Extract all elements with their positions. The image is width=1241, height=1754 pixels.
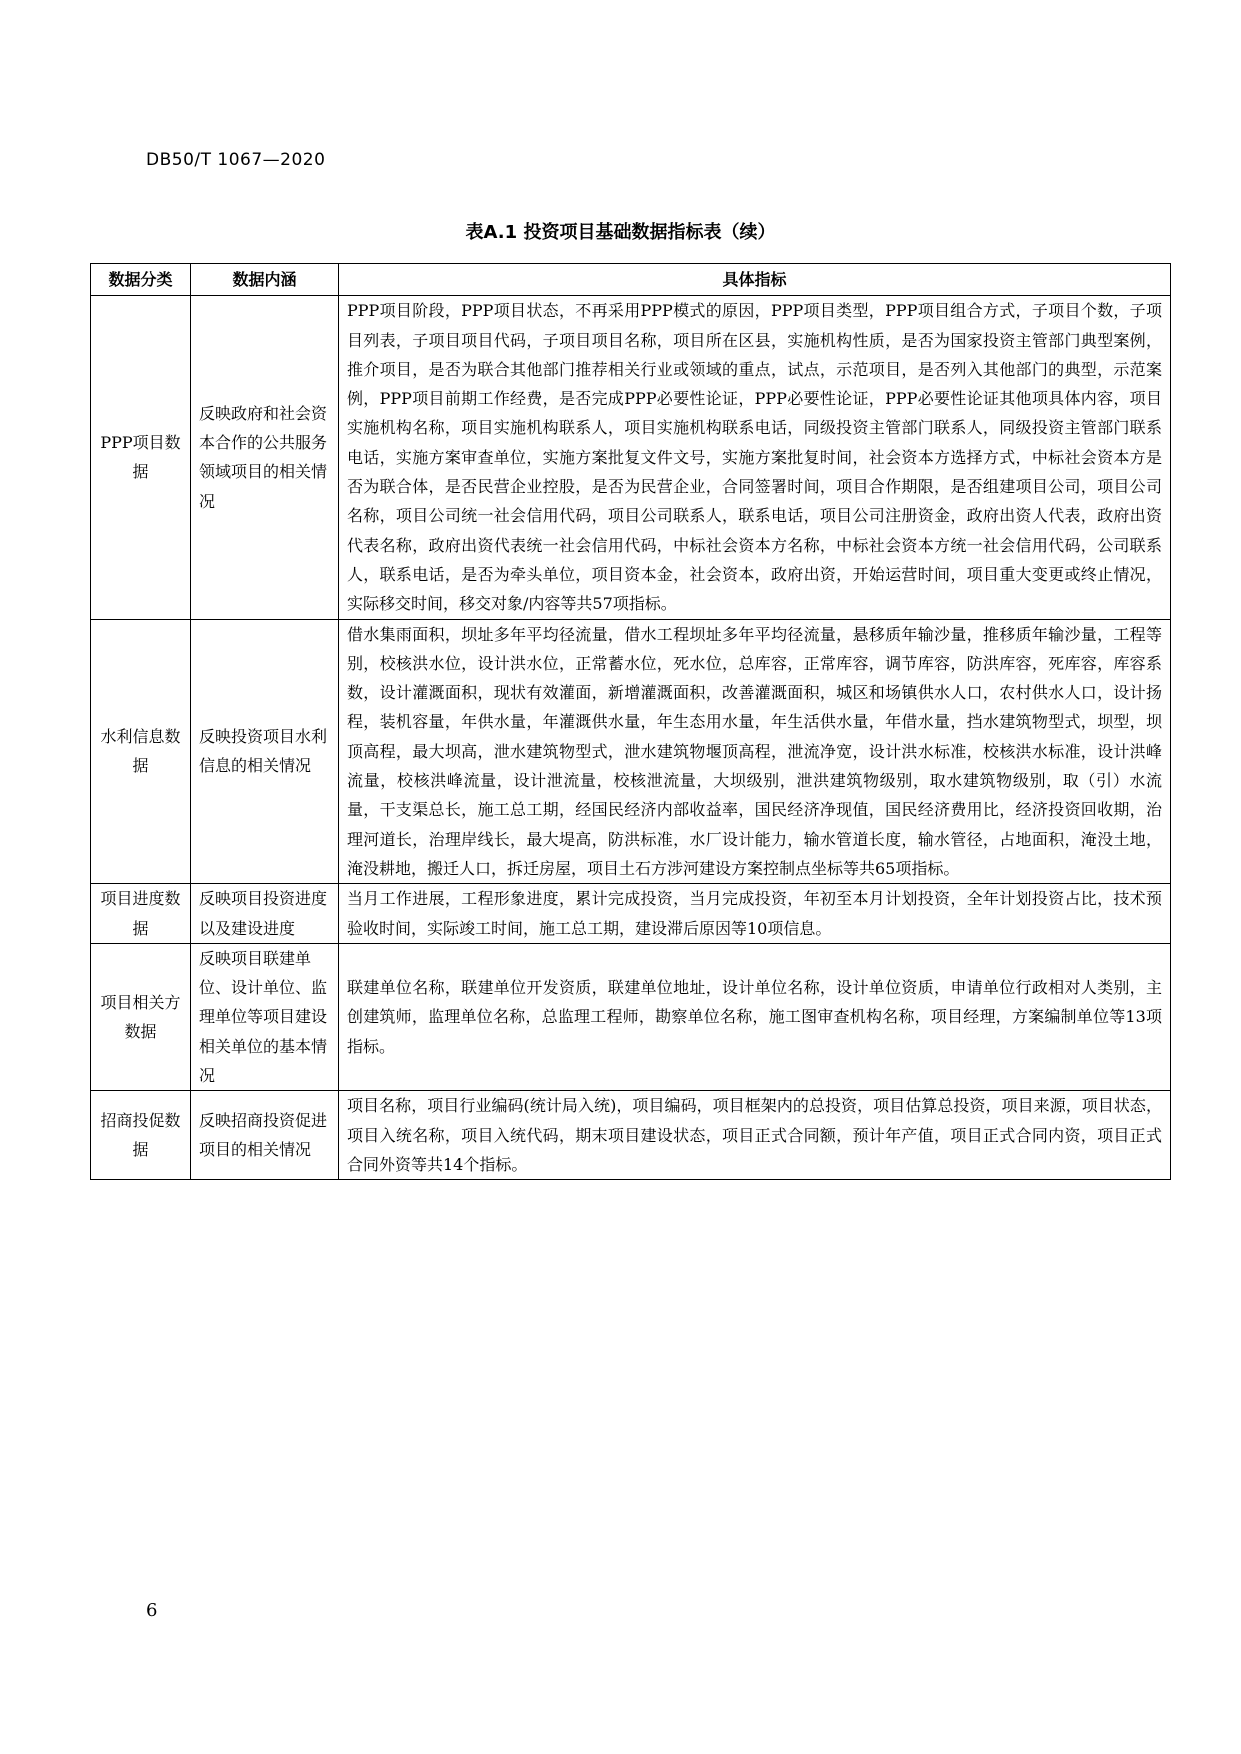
column-header-category: 数据分类 (91, 264, 191, 296)
column-header-meaning: 数据内涵 (191, 264, 339, 296)
meaning-cell: 反映项目联建单位、设计单位、监理单位等项目建设相关单位的基本情况 (191, 943, 339, 1090)
table-row (91, 943, 1171, 1090)
category-cell: 项目相关方数据 (91, 943, 191, 1090)
page-number: 6 (146, 1600, 158, 1621)
column-header-indicators: 具体指标 (339, 264, 1171, 296)
category-cell: 项目进度数据 (91, 884, 191, 944)
table-row (91, 619, 1171, 884)
meaning-cell: 反映投资项目水利信息的相关情况 (191, 619, 339, 884)
indicators-cell: PPP项目阶段，PPP项目状态，不再采用PPP模式的原因，PPP项目类型，PPP项目组合方式，子项目个数，子项目列表，子项目项目代码，子项目项目名称，项目所在区县，实施机构性质，是否为国家投资主管部门典型案例，推介项目，是否为联合其他部门推荐相关行业或领域的重点，试点，示范项目，是否列入其他部门的典型，示范案例，PPP项目前期工作经费，是否完成PPP必要性论证，PPP必要性论证，PPP必要性论证其他项具体内容，项目实施机构名称，项目实施机构联系人，项目实施机构联系电话，同级投资主管部门联系人，同级投资主管部门联系电话，实施方案审查单位，实施方案批复文件文号，实施方案批复时间，社会资本方选择方式，中标社会资本方是否为联合体，是否民营企业控股，是否为民营企业，合同签署时间，项目合作期限，是否组建项目公司，项目公司名称，项目公司统一社会信用代码，项目公司联系人，联系电话，项目公司注册资金，政府出资人代表，政府出资代表名称，政府出资代表统一社会信用代码，中标社会资本方名称，中标社会资本方统一社会信用代码，公司联系人，联系电话，是否为牵头单位，项目资本金，社会资本，政府出资，开始运营时间，项目重大变更或终止情况，实际移交时间，移交对象/内容等共57项指标。 (339, 296, 1171, 619)
table-row (91, 1091, 1171, 1180)
standard-code: DB50/T 1067—2020 (146, 150, 326, 170)
indicators-cell: 项目名称，项目行业编码(统计局入统)，项目编码，项目框架内的总投资，项目估算总投资，项目来源，项目状态，项目入统名称，项目入统代码，期末项目建设状态，项目正式合同额，预计年产值，项目正式合同内资，项目正式合同外资等共14个指标。 (339, 1091, 1171, 1180)
category-cell: 招商投促数据 (91, 1091, 191, 1180)
indicator-table (90, 263, 1171, 1180)
indicators-cell: 当月工作进展，工程形象进度，累计完成投资，当月完成投资，年初至本月计划投资，全年计划投资占比，技术预验收时间，实际竣工时间，施工总工期，建设滞后原因等10项信息。 (339, 884, 1171, 944)
table-row (91, 296, 1171, 619)
indicators-cell: 借水集雨面积，坝址多年平均径流量，借水工程坝址多年平均径流量，悬移质年输沙量，推移质年输沙量，工程等别，校核洪水位，设计洪水位，正常蓄水位，死水位，总库容，正常库容，调节库容，防洪库容，死库容，库容系数，设计灌溉面积，现状有效灌面，新增灌溉面积，改善灌溉面积，城区和场镇供水人口，农村供水人口，设计扬程，装机容量，年供水量，年灌溉供水量，年生态用水量，年生活供水量，年借水量，挡水建筑物型式，坝型，坝顶高程，最大坝高，泄水建筑物型式，泄水建筑物堰顶高程，泄流净宽，设计洪水标准，校核洪水标准，设计洪峰流量，校核洪峰流量，设计泄流量，校核泄流量，大坝级别，泄洪建筑物级别，取水建筑物级别，取（引）水流量，干支渠总长，施工总工期，经国民经济内部收益率，国民经济净现值，国民经济费用比，经济投资回收期，治理河道长，治理岸线长，最大堤高，防洪标准，水厂设计能力，输水管道长度，输水管径，占地面积，淹没土地，淹没耕地，搬迁人口，拆迁房屋，项目土石方涉河建设方案控制点坐标等共65项指标。 (339, 619, 1171, 884)
category-cell: PPP项目数据 (91, 296, 191, 619)
meaning-cell: 反映项目投资进度以及建设进度 (191, 884, 339, 944)
indicators-cell: 联建单位名称，联建单位开发资质，联建单位地址，设计单位名称，设计单位资质，申请单位行政相对人类别，主创建筑师，监理单位名称，总监理工程师，勘察单位名称，施工图审查机构名称，项目经理，方案编制单位等13项指标。 (339, 943, 1171, 1090)
category-cell: 水利信息数据 (91, 619, 191, 884)
meaning-cell: 反映政府和社会资本合作的公共服务领域项目的相关情况 (191, 296, 339, 619)
table-row (91, 884, 1171, 944)
table-caption: 表A.1 投资项目基础数据指标表（续） (465, 222, 776, 243)
meaning-cell: 反映招商投资促进项目的相关情况 (191, 1091, 339, 1180)
table-header-row (91, 264, 1171, 296)
